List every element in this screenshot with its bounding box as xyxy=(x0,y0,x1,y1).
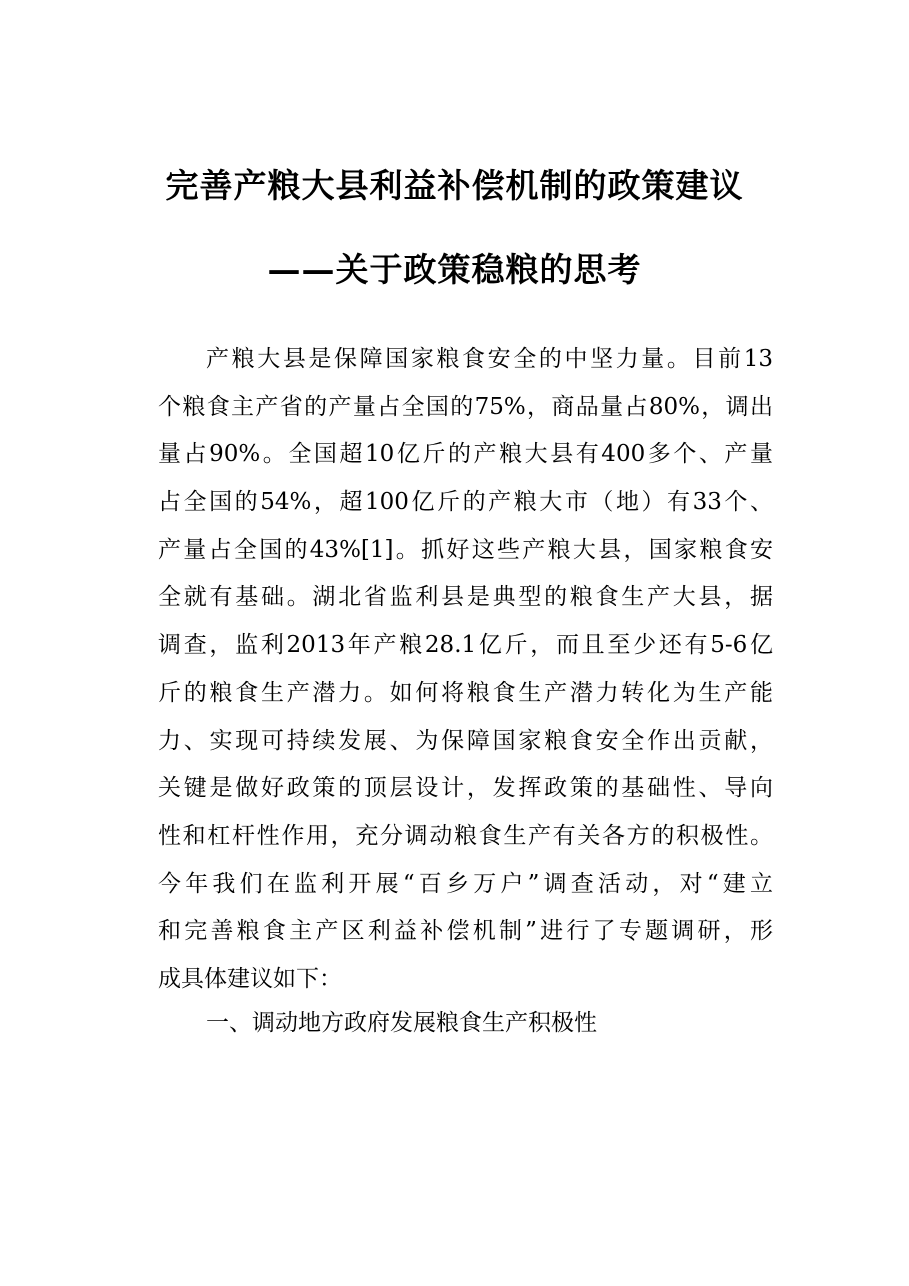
section-heading: 一、调动地方政府发展粮食生产积极性 xyxy=(206,1010,597,1036)
paragraph-line: 个粮食主产省的产量占全国的75%，商品量占80%，调出 xyxy=(158,393,773,420)
paragraph-line: 全就有基础。湖北省监利县是典型的粮食生产大县，据 xyxy=(158,584,773,611)
paragraph-line: 量占90%。全国超10亿斤的产粮大县有400多个、产量 xyxy=(158,441,773,468)
document-subtitle: ——关于政策稳粮的思考 xyxy=(267,250,642,289)
paragraph-line: 占全国的54%，超100亿斤的产粮大市（地）有33个、 xyxy=(158,489,773,516)
paragraph-line: 调查，监利2013年产粮28.1亿斤，而且至少还有5-6亿 xyxy=(158,632,773,659)
paragraph-line: 关键是做好政策的顶层设计，发挥政策的基础性、导向 xyxy=(158,775,773,802)
paragraph-line: 斤的粮食生产潜力。如何将粮食生产潜力转化为生产能 xyxy=(158,679,773,706)
paragraph-line: 成具体建议如下： xyxy=(158,965,342,992)
paragraph-line: 产量占全国的43%[1]。抓好这些产粮大县，国家粮食安 xyxy=(158,536,773,563)
paragraph-line: 今年我们在监利开展“百乡万户”调查活动，对“建立 xyxy=(158,870,773,897)
document-title: 完善产粮大县利益补偿机制的政策建议 xyxy=(165,166,744,205)
paragraph-line: 性和杠杆性作用，充分调动粮食生产有关各方的积极性。 xyxy=(158,822,773,849)
paragraph-line: 和完善粮食主产区利益补偿机制”进行了专题调研，形 xyxy=(158,918,773,945)
paragraph-line: 产粮大县是保障国家粮食安全的中坚力量。目前13 xyxy=(206,346,773,372)
body-paragraph xyxy=(158,336,773,1004)
paragraph-line: 力、实现可持续发展、为保障国家粮食安全作出贡献， xyxy=(158,727,773,754)
